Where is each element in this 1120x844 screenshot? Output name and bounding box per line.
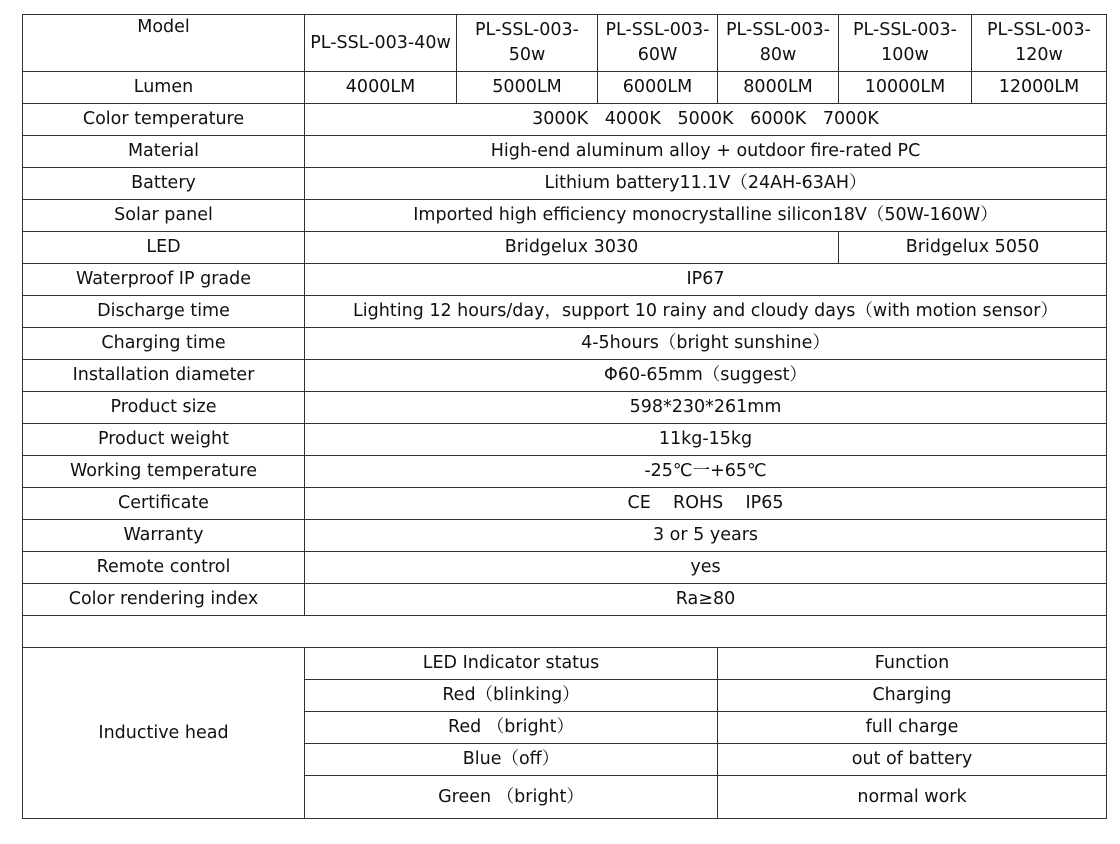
indicator-status: Red （bright） (305, 712, 718, 744)
spec-label: Waterproof IP grade (23, 264, 305, 296)
spec-label: Remote control (23, 552, 305, 584)
spec-row (23, 200, 1107, 232)
spec-label: Installation diameter (23, 360, 305, 392)
spec-label: Product weight (23, 424, 305, 456)
spec-value: Ra≥80 (305, 584, 1107, 616)
spec-value: CE ROHS IP65 (305, 488, 1107, 520)
spec-row (23, 424, 1107, 456)
indicator-function: out of battery (718, 744, 1107, 776)
blank-row (23, 616, 1107, 648)
spec-row (23, 584, 1107, 616)
spec-row (23, 136, 1107, 168)
spec-row (23, 104, 1107, 136)
spec-value: -25℃一+65℃ (305, 456, 1107, 488)
lumen-cell: 10000LM (839, 72, 972, 104)
model-cell: PL-SSL-003-80w (718, 15, 839, 72)
spec-value: Φ60-65mm（suggest） (305, 360, 1107, 392)
spec-value: High-end aluminum alloy + outdoor fire-rated PC (305, 136, 1107, 168)
spec-table (22, 14, 1107, 819)
spec-value: 3000K 4000K 5000K 6000K 7000K (305, 104, 1107, 136)
led-left-value: Bridgelux 3030 (305, 232, 839, 264)
indicator-status: Green （bright） (305, 776, 718, 819)
spec-row (23, 520, 1107, 552)
inductive-head-label: Inductive head (23, 648, 305, 819)
model-row (23, 15, 1107, 72)
model-cell: PL-SSL-003-100w (839, 15, 972, 72)
model-cell: PL-SSL-003-40w (305, 15, 457, 72)
spec-row (23, 264, 1107, 296)
indicator-header-row (23, 648, 1107, 680)
indicator-status: Blue（off） (305, 744, 718, 776)
spec-value: Imported high efficiency monocrystalline silicon18V（50W-160W） (305, 200, 1107, 232)
indicator-function: normal work (718, 776, 1107, 819)
spec-value: yes (305, 552, 1107, 584)
spec-row (23, 552, 1107, 584)
spec-value: 3 or 5 years (305, 520, 1107, 552)
lumen-cell: 12000LM (972, 72, 1107, 104)
spec-label: Material (23, 136, 305, 168)
model-label: Model (23, 15, 305, 72)
lumen-label: Lumen (23, 72, 305, 104)
indicator-function: full charge (718, 712, 1107, 744)
model-cell: PL-SSL-003-60W (598, 15, 718, 72)
spec-label: Product size (23, 392, 305, 424)
spec-label: Color rendering index (23, 584, 305, 616)
spec-row (23, 392, 1107, 424)
spec-label: Warranty (23, 520, 305, 552)
model-cell: PL-SSL-003-50w (457, 15, 598, 72)
indicator-function: Charging (718, 680, 1107, 712)
lumen-cell: 8000LM (718, 72, 839, 104)
lumen-cell: 4000LM (305, 72, 457, 104)
spec-value: 4-5hours（bright sunshine） (305, 328, 1107, 360)
spec-label: Battery (23, 168, 305, 200)
spec-label: Color temperature (23, 104, 305, 136)
model-cell: PL-SSL-003-120w (972, 15, 1107, 72)
led-label: LED (23, 232, 305, 264)
spec-value: Lighting 12 hours/day，support 10 rainy and cloudy days（with motion sensor） (305, 296, 1107, 328)
spec-label: Working temperature (23, 456, 305, 488)
spec-label: Certificate (23, 488, 305, 520)
spec-value: Lithium battery11.1V（24AH-63AH） (305, 168, 1107, 200)
spec-label: Discharge time (23, 296, 305, 328)
spec-value: 11kg-15kg (305, 424, 1107, 456)
spec-row (23, 168, 1107, 200)
indicator-status: Red（blinking） (305, 680, 718, 712)
lumen-cell: 6000LM (598, 72, 718, 104)
spec-row (23, 296, 1107, 328)
spec-row (23, 360, 1107, 392)
indicator-function-header: Function (718, 648, 1107, 680)
led-right-value: Bridgelux 5050 (839, 232, 1107, 264)
spec-label: Solar panel (23, 200, 305, 232)
led-row (23, 232, 1107, 264)
indicator-status-header: LED Indicator status (305, 648, 718, 680)
spec-row (23, 488, 1107, 520)
spec-value: IP67 (305, 264, 1107, 296)
lumen-cell: 5000LM (457, 72, 598, 104)
spec-label: Charging time (23, 328, 305, 360)
spec-row (23, 328, 1107, 360)
spec-row (23, 456, 1107, 488)
blank-cell (23, 616, 1107, 648)
spec-value: 598*230*261mm (305, 392, 1107, 424)
lumen-row (23, 72, 1107, 104)
